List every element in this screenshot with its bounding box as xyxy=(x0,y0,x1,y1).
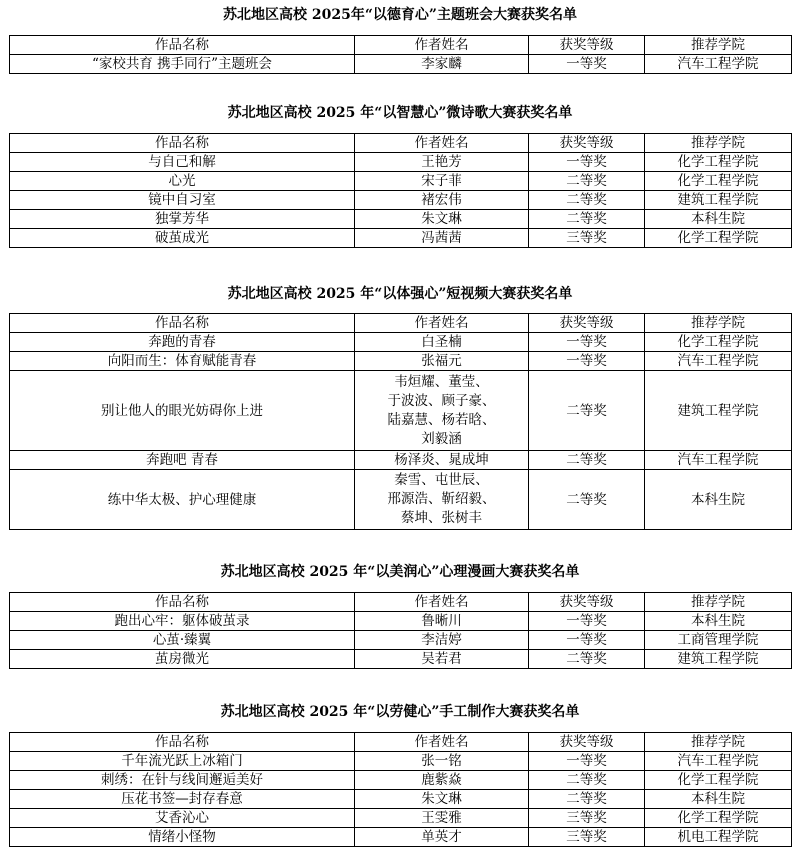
award-level: 三等奖 xyxy=(529,828,645,847)
award-level: 二等奖 xyxy=(529,451,645,470)
award-level: 二等奖 xyxy=(529,191,645,210)
table-row xyxy=(10,809,792,828)
author-name: 张福元 xyxy=(355,352,529,371)
table-header-row xyxy=(10,733,792,752)
college: 汽车工程学院 xyxy=(645,752,792,771)
award-level: 三等奖 xyxy=(529,229,645,248)
author-name: 张一铭 xyxy=(355,752,529,771)
college: 化学工程学院 xyxy=(645,153,792,172)
author-name: 吴若君 xyxy=(355,650,529,669)
work-name: 奔跑吧 青春 xyxy=(10,451,355,470)
header-author: 作者姓名 xyxy=(355,134,529,153)
award-level: 二等奖 xyxy=(529,771,645,790)
award-level: 一等奖 xyxy=(529,55,645,74)
work-name: 练中华太极、护心理健康 xyxy=(10,470,355,530)
college: 化学工程学院 xyxy=(645,771,792,790)
table-header-row xyxy=(10,36,792,55)
work-name: 茧房微光 xyxy=(10,650,355,669)
work-name: 镜中自习室 xyxy=(10,191,355,210)
table-row xyxy=(10,371,792,451)
college: 本科生院 xyxy=(645,790,792,809)
award-level: 一等奖 xyxy=(529,352,645,371)
college: 建筑工程学院 xyxy=(645,650,792,669)
header-author: 作者姓名 xyxy=(355,314,529,333)
author-name: 鲁晰川 xyxy=(355,612,529,631)
work-name: 奔跑的青春 xyxy=(10,333,355,352)
award-level: 二等奖 xyxy=(529,470,645,530)
header-college: 推荐学院 xyxy=(645,314,792,333)
work-name: 心茧·臻翼 xyxy=(10,631,355,650)
table-row xyxy=(10,631,792,650)
header-college: 推荐学院 xyxy=(645,36,792,55)
award-level: 三等奖 xyxy=(529,809,645,828)
college: 化学工程学院 xyxy=(645,809,792,828)
author-name: 王艳芳 xyxy=(355,153,529,172)
college: 建筑工程学院 xyxy=(645,191,792,210)
table-row xyxy=(10,451,792,470)
college: 汽车工程学院 xyxy=(645,55,792,74)
header-award-level: 获奖等级 xyxy=(529,134,645,153)
author-line: 刘毅涵 xyxy=(421,430,462,447)
author-name: 宋子菲 xyxy=(355,172,529,191)
header-college: 推荐学院 xyxy=(645,134,792,153)
header-award-level: 获奖等级 xyxy=(529,733,645,752)
work-name: 与自己和解 xyxy=(10,153,355,172)
header-author: 作者姓名 xyxy=(355,593,529,612)
table-wisdom-poetry xyxy=(9,133,792,248)
college: 工商管理学院 xyxy=(645,631,792,650)
work-name: 独掌芳华 xyxy=(10,210,355,229)
section-title-moral: 苏北地区高校 2025年“以德育心”主题班会大赛获奖名单 xyxy=(223,7,577,23)
table-header-row xyxy=(10,593,792,612)
author-name: 单英才 xyxy=(355,828,529,847)
work-name: 千年流光跃上冰箱门 xyxy=(10,752,355,771)
header-college: 推荐学院 xyxy=(645,593,792,612)
author-names-multiline xyxy=(355,470,529,530)
college: 本科生院 xyxy=(645,612,792,631)
author-name: 冯茜茜 xyxy=(355,229,529,248)
table-row xyxy=(10,771,792,790)
header-college: 推荐学院 xyxy=(645,733,792,752)
award-level: 二等奖 xyxy=(529,371,645,451)
header-award-level: 获奖等级 xyxy=(529,36,645,55)
table-row xyxy=(10,352,792,371)
college: 本科生院 xyxy=(645,210,792,229)
college: 汽车工程学院 xyxy=(645,352,792,371)
table-row xyxy=(10,752,792,771)
college: 化学工程学院 xyxy=(645,333,792,352)
author-line: 韦烜耀、董莹、 xyxy=(394,373,489,390)
author-name: 鹿紫焱 xyxy=(355,771,529,790)
table-moral-class-meeting xyxy=(9,35,792,74)
table-labor-handcraft xyxy=(9,732,792,847)
work-name: “家校共育 携手同行”主题班会 xyxy=(10,55,355,74)
college: 化学工程学院 xyxy=(645,229,792,248)
table-row xyxy=(10,210,792,229)
work-name: 压花书签—封存春意 xyxy=(10,790,355,809)
work-name: 破茧成光 xyxy=(10,229,355,248)
header-work-name: 作品名称 xyxy=(10,593,355,612)
work-name: 刺绣：在针与线间邂逅美好 xyxy=(10,771,355,790)
table-sports-video xyxy=(9,313,792,530)
work-name: 心光 xyxy=(10,172,355,191)
table-row xyxy=(10,790,792,809)
section-title-sports: 苏北地区高校 2025 年“以体强心”短视频大赛获奖名单 xyxy=(227,286,573,302)
table-row xyxy=(10,650,792,669)
college: 汽车工程学院 xyxy=(645,451,792,470)
author-line: 秦雪、屯世辰、 xyxy=(394,472,489,488)
work-name: 别让他人的眼光妨碍你上进 xyxy=(10,371,355,451)
award-level: 二等奖 xyxy=(529,790,645,809)
award-level: 一等奖 xyxy=(529,153,645,172)
author-name: 李洁婷 xyxy=(355,631,529,650)
table-row xyxy=(10,828,792,847)
table-row xyxy=(10,55,792,74)
author-line: 邢源浩、靳绍毅、 xyxy=(387,491,496,507)
table-header-row xyxy=(10,314,792,333)
table-row xyxy=(10,153,792,172)
table-row xyxy=(10,191,792,210)
author-name: 朱文琳 xyxy=(355,210,529,229)
author-names-multiline xyxy=(355,371,529,451)
author-name: 褚宏伟 xyxy=(355,191,529,210)
table-art-comic xyxy=(9,592,792,669)
work-name: 情绪小怪物 xyxy=(10,828,355,847)
award-level: 一等奖 xyxy=(529,631,645,650)
author-line: 蔡坤、张树丰 xyxy=(401,510,482,526)
work-name: 跑出心牢：躯体破茧录 xyxy=(10,612,355,631)
section-title-art: 苏北地区高校 2025 年“以美润心”心理漫画大赛获奖名单 xyxy=(220,564,580,580)
award-level: 一等奖 xyxy=(529,612,645,631)
table-row xyxy=(10,229,792,248)
award-level: 二等奖 xyxy=(529,210,645,229)
header-author: 作者姓名 xyxy=(355,36,529,55)
author-line: 于波波、顾子豪、 xyxy=(387,392,496,409)
author-name: 李家麟 xyxy=(355,55,529,74)
header-award-level: 获奖等级 xyxy=(529,314,645,333)
section-title-wisdom: 苏北地区高校 2025 年“以智慧心”微诗歌大赛获奖名单 xyxy=(227,105,573,121)
author-name: 杨泽炎、晁成坤 xyxy=(355,451,529,470)
author-line: 陆嘉慧、杨若晗、 xyxy=(387,411,496,428)
college: 本科生院 xyxy=(645,470,792,530)
header-work-name: 作品名称 xyxy=(10,733,355,752)
table-header-row xyxy=(10,134,792,153)
header-work-name: 作品名称 xyxy=(10,36,355,55)
table-row xyxy=(10,172,792,191)
section-title-labor: 苏北地区高校 2025 年“以劳健心”手工制作大赛获奖名单 xyxy=(220,704,580,720)
table-row xyxy=(10,612,792,631)
header-work-name: 作品名称 xyxy=(10,314,355,333)
author-name: 王雯雅 xyxy=(355,809,529,828)
award-level: 一等奖 xyxy=(529,333,645,352)
work-name: 艾香沁心 xyxy=(10,809,355,828)
author-name: 白圣楠 xyxy=(355,333,529,352)
author-name: 朱文琳 xyxy=(355,790,529,809)
college: 建筑工程学院 xyxy=(645,371,792,451)
work-name: 向阳而生：体育赋能青春 xyxy=(10,352,355,371)
header-work-name: 作品名称 xyxy=(10,134,355,153)
award-level: 二等奖 xyxy=(529,172,645,191)
table-row xyxy=(10,470,792,530)
award-level: 一等奖 xyxy=(529,752,645,771)
award-level: 二等奖 xyxy=(529,650,645,669)
college: 机电工程学院 xyxy=(645,828,792,847)
table-row xyxy=(10,333,792,352)
header-award-level: 获奖等级 xyxy=(529,593,645,612)
header-author: 作者姓名 xyxy=(355,733,529,752)
college: 化学工程学院 xyxy=(645,172,792,191)
